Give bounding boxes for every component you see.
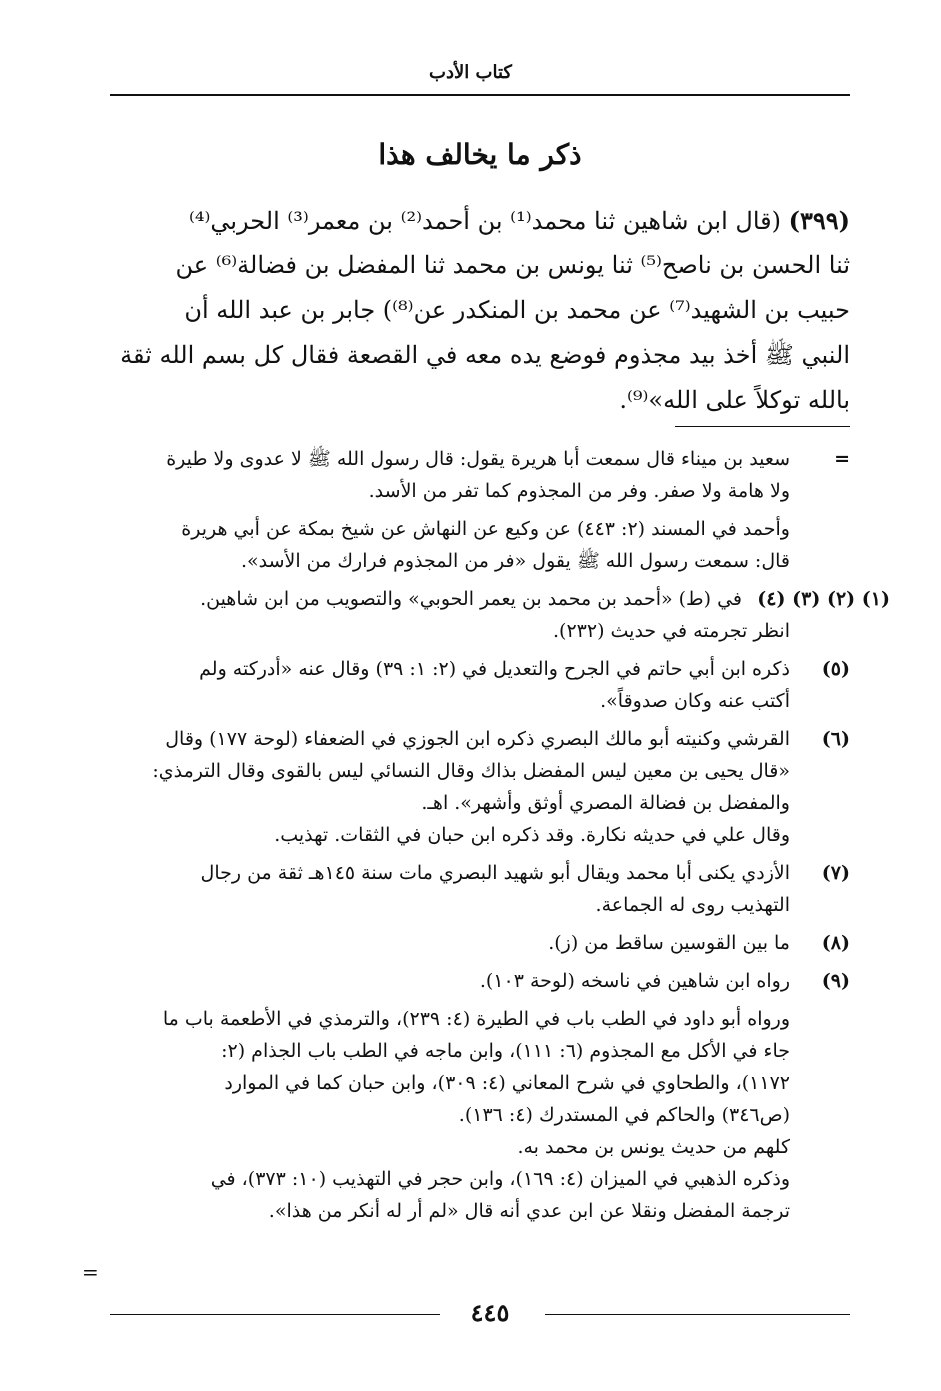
running-title: كتاب الأدب <box>429 62 512 83</box>
footnote-line: (ص٣٤٦) والحاكم في المستدرك (٤: ١٣٦). <box>458 1104 790 1126</box>
footnote <box>110 723 850 851</box>
footnote <box>110 513 850 577</box>
footnote-mark: (١) (٢) (٣) (٤) <box>757 588 890 610</box>
footnote-line: انظر تجرمته في حديث (٢٣٢). <box>552 620 790 642</box>
footnote-line: وأحمد في المسند (٢: ٤٤٣) عن وكيع عن النهاش عن شيخ بمكة عن أبي هريرة <box>181 518 790 540</box>
footnote <box>110 443 850 507</box>
footnote-line: القرشي وكنيته أبو مالك البصري ذكره ابن الجوزي في الضعفاء (لوحة ١٧٧) وقال <box>165 728 790 750</box>
footnote-line: كلهم من حديث يونس بن محمد به. <box>517 1136 790 1158</box>
footnote-mark: (٨) <box>821 932 850 954</box>
main-text <box>110 198 850 423</box>
footnote-line: أكتب عنه وكان صدوقاً». <box>600 690 790 712</box>
footnote-separator <box>675 426 850 427</box>
continuation-mark: = <box>82 1260 99 1284</box>
footnote <box>110 653 850 717</box>
footnote-mark: (٦) <box>821 728 850 750</box>
footnote <box>110 1003 850 1227</box>
main-line: النبي ﷺ أخذ بيد مجذوم فوضع يده معه في القصعة فقال كل بسم الله ثقة <box>120 341 850 369</box>
footer-rule-right <box>545 1314 850 1315</box>
footnote-line: ما بين القوسين ساقط من (ز). <box>548 932 790 954</box>
footnote-line: سعيد بن ميناء قال سمعت أبا هريرة يقول: قال رسول الله ﷺ لا عدوى ولا طيرة <box>166 448 790 470</box>
page-number: ٤٤٥ <box>470 1298 510 1327</box>
main-line: (٣٩٩) (قال ابن شاهين ثنا محمد⁽¹⁾ بن أحمد⁽²⁾ بن معمر⁽³⁾ الحربي⁽⁴⁾ <box>188 206 850 235</box>
footnote-line: التهذيب روى له الجماعة. <box>595 894 790 916</box>
header-rule <box>110 94 850 96</box>
footnote-line: جاء في الأكل مع المجذوم (٦: ١١١)، وابن ماجه في الطب باب الجذام (٢: <box>221 1040 790 1062</box>
footnote-line: ولا هامة ولا صفر. وفر من المجذوم كما تفر من الأسد. <box>368 480 790 502</box>
footnote-line: ورواه أبو داود في الطب باب في الطيرة (٤: ٢٣٩)، والترمذي في الأطعمة باب ما <box>162 1008 790 1030</box>
footnote <box>110 927 850 959</box>
footnote <box>110 583 890 647</box>
footnote-mark: (٥) <box>821 658 850 680</box>
footnote-line: ذكره ابن أبي حاتم في الجرح والتعديل في (٢: ١: ٣٩) وقال عنه «أدركته ولم <box>199 658 790 680</box>
footnote <box>110 857 850 921</box>
footnote-line: في (ط) «أحمد بن محمد بن يعمر الحوبي» والتصويب من ابن شاهين. <box>200 588 742 610</box>
main-line: حبيب بن الشهيد⁽⁷⁾ عن محمد بن المنكدر عن⁽⁸⁾) جابر بن عبد الله أن <box>184 296 850 324</box>
footnote-line: «قال يحيى بن معين ليس المفضل بذاك وقال النسائي ليس بالقوى وقال الترمذي: <box>152 760 790 782</box>
main-line: بالله توكلاً على الله»⁽⁹⁾. <box>619 386 850 414</box>
footnote-line: والمفضل بن فضالة المصري أوثق وأشهر». اهـ. <box>421 792 790 814</box>
footnote-line: ١١٧٢)، والطحاوي في شرح المعاني (٤: ٣٠٩)، وابن حبان كما في الموارد <box>224 1072 790 1094</box>
footnotes <box>110 443 890 1233</box>
footnote-mark: (٧) <box>821 862 850 884</box>
footnote-line: ترجمة المفضل ونقلا عن ابن عدي أنه قال «لم أر له أنكر من هذا». <box>268 1200 790 1222</box>
footnote-line: قال: سمعت رسول الله ﷺ يقول «فر من المجذوم فرارك من الأسد». <box>240 550 790 572</box>
footnote-mark: (٩) <box>821 970 850 992</box>
footnote-line: وذكره الذهبي في الميزان (٤: ١٦٩)، وابن حجر في التهذيب (١٠: ٣٧٣)، في <box>210 1168 790 1190</box>
footer-rule-left <box>110 1314 440 1315</box>
section-title: ذكر ما يخالف هذا <box>378 138 582 171</box>
main-line: ثنا الحسن بن ناصح⁽⁵⁾ ثنا يونس بن محمد ثنا المفضل بن فضالة⁽⁶⁾ عن <box>175 251 850 279</box>
footnote-line: وقال علي في حديثه نكارة. وقد ذكره ابن حبان في الثقات. تهذيب. <box>274 824 790 846</box>
hadith-number: (٣٩٩) <box>788 206 850 235</box>
footnote-mark: = <box>834 448 850 470</box>
footnote <box>110 965 850 997</box>
footnote-line: الأزدي يكنى أبا محمد ويقال أبو شهيد البصري مات سنة ١٤٥هـ ثقة من رجال <box>200 862 790 884</box>
footnote-line: رواه ابن شاهين في ناسخه (لوحة ١٠٣). <box>479 970 790 992</box>
